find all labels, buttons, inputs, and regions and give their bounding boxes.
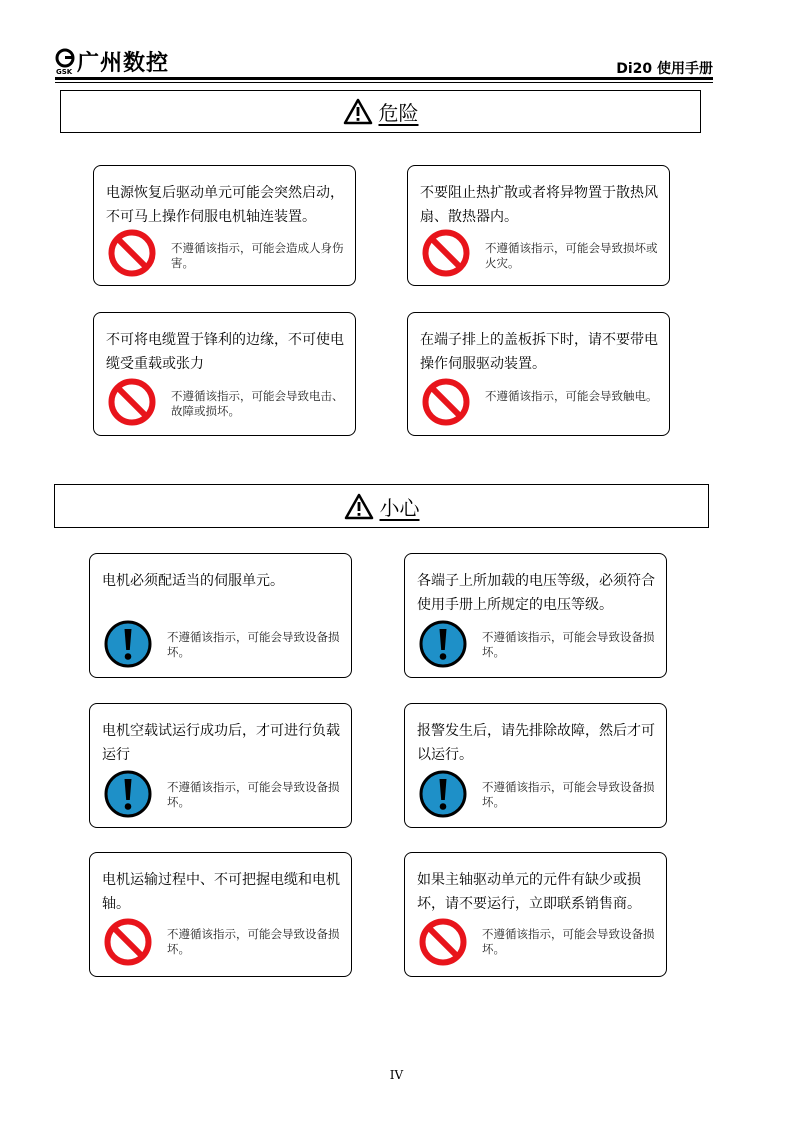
card-text: 不要阻止热扩散或者将异物置于散热风扇、散热器内。 bbox=[420, 185, 658, 225]
card-note: 不遵循该指示，可能会造成人身伤害。 bbox=[171, 241, 344, 270]
card-text: 电机必须配适当的伺服单元。 bbox=[102, 573, 284, 589]
card-note: 不遵循该指示，可能会导致设备损坏。 bbox=[482, 780, 655, 809]
header-rule-thin bbox=[55, 82, 713, 83]
exclamation-icon bbox=[418, 619, 468, 669]
card-text: 电机空载试运行成功后，才可进行负载运行 bbox=[102, 723, 340, 763]
warning-triangle-icon bbox=[344, 493, 374, 520]
prohibition-icon bbox=[107, 377, 157, 427]
card-note: 不遵循该指示，可能会导致设备损坏。 bbox=[167, 630, 340, 659]
card-note: 不遵循该指示，可能会导致触电。 bbox=[485, 389, 658, 403]
caution-card-6 bbox=[404, 852, 667, 977]
caution-card-4 bbox=[404, 703, 667, 828]
gsk-logo-icon bbox=[55, 47, 77, 75]
card-text: 电源恢复后驱动单元可能会突然启动，不可马上操作伺服电机轴连装置。 bbox=[106, 185, 344, 225]
header-rule-thick bbox=[55, 77, 713, 80]
prohibition-icon bbox=[418, 917, 468, 967]
danger-card-1 bbox=[93, 165, 356, 286]
caution-card-3 bbox=[89, 703, 352, 828]
danger-section-header bbox=[60, 90, 701, 133]
danger-title: 危险 bbox=[378, 101, 419, 125]
exclamation-icon bbox=[418, 769, 468, 819]
card-note: 不遵循该指示，可能会导致电击、故障或损坏。 bbox=[171, 389, 344, 418]
caution-card-1 bbox=[89, 553, 352, 678]
card-text: 不可将电缆置于锋利的边缘，不可使电缆受重载或张力 bbox=[106, 332, 344, 372]
gsk-logo bbox=[55, 47, 205, 77]
caution-section-header bbox=[54, 484, 709, 528]
prohibition-icon bbox=[421, 377, 471, 427]
card-note: 不遵循该指示，可能会导致设备损坏。 bbox=[482, 630, 655, 659]
card-note: 不遵循该指示，可能会导致设备损坏。 bbox=[167, 780, 340, 809]
prohibition-icon bbox=[107, 228, 157, 278]
card-note: 不遵循该指示，可能会导致损坏或火灾。 bbox=[485, 241, 658, 270]
page-number: IV bbox=[389, 1068, 404, 1082]
prohibition-icon bbox=[103, 917, 153, 967]
page-header bbox=[55, 45, 713, 81]
card-text: 各端子上所加载的电压等级，必须符合使用手册上所规定的电压等级。 bbox=[417, 573, 655, 613]
card-text: 在端子排上的盖板拆下时，请不要带电操作伺服驱动装置。 bbox=[420, 332, 658, 372]
prohibition-icon bbox=[421, 228, 471, 278]
logo-text: 广州数控 bbox=[77, 51, 170, 76]
exclamation-icon bbox=[103, 619, 153, 669]
card-text: 电机运输过程中、不可把握电缆和电机轴。 bbox=[102, 872, 340, 912]
card-text: 如果主轴驱动单元的元件有缺少或损坏，请不要运行，立即联系销售商。 bbox=[417, 872, 641, 912]
svg-text:GSK: GSK bbox=[56, 68, 73, 75]
caution-card-2 bbox=[404, 553, 667, 678]
danger-card-3 bbox=[93, 312, 356, 436]
manual-title: Di20 使用手册 bbox=[616, 61, 713, 77]
caution-title: 小心 bbox=[379, 495, 420, 520]
danger-card-4 bbox=[407, 312, 670, 436]
caution-card-5 bbox=[89, 852, 352, 977]
card-text: 报警发生后，请先排除故障，然后才可以运行。 bbox=[417, 723, 655, 763]
warning-triangle-icon bbox=[343, 98, 373, 125]
card-note: 不遵循该指示，可能会导致设备损坏。 bbox=[482, 927, 655, 956]
exclamation-icon bbox=[103, 769, 153, 819]
danger-card-2 bbox=[407, 165, 670, 286]
card-note: 不遵循该指示，可能会导致设备损坏。 bbox=[167, 927, 340, 956]
